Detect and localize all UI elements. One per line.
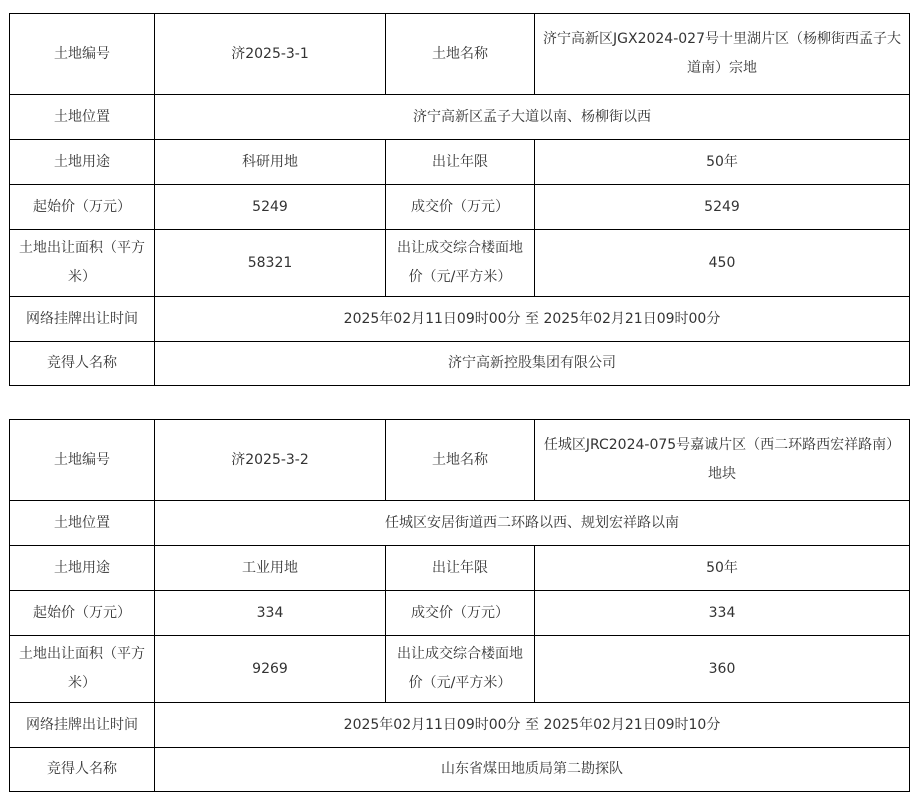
table-row — [10, 748, 910, 792]
land-name-value: 任城区JRC2024-075号嘉诚片区（西二环路西宏祥路南）地块 — [535, 420, 910, 501]
table-row — [10, 636, 910, 703]
floor-price-value: 360 — [535, 636, 910, 703]
land-use-label: 土地用途 — [10, 140, 155, 185]
land-name-value: 济宁高新区JGX2024-027号十里湖片区（杨柳街西孟子大道南）宗地 — [535, 14, 910, 95]
land-info-table-1 — [9, 13, 910, 386]
term-value: 50年 — [535, 546, 910, 591]
table-row — [10, 230, 910, 297]
table-row — [10, 297, 910, 342]
floor-price-label: 出让成交综合楼面地价（元/平方米） — [386, 636, 535, 703]
land-name-label: 土地名称 — [386, 420, 535, 501]
table-row — [10, 591, 910, 636]
table-row — [10, 185, 910, 230]
term-value: 50年 — [535, 140, 910, 185]
land-code-label: 土地编号 — [10, 420, 155, 501]
area-value: 58321 — [155, 230, 386, 297]
location-label: 土地位置 — [10, 95, 155, 140]
table-row — [10, 140, 910, 185]
start-price-label: 起始价（万元） — [10, 185, 155, 230]
table-row — [10, 703, 910, 748]
land-use-label: 土地用途 — [10, 546, 155, 591]
listing-time-value: 2025年02月11日09时00分 至 2025年02月21日09时10分 — [155, 703, 910, 748]
deal-price-value: 334 — [535, 591, 910, 636]
winner-label: 竞得人名称 — [10, 748, 155, 792]
land-info-table-2 — [9, 419, 910, 792]
area-label: 土地出让面积（平方米） — [10, 636, 155, 703]
listing-time-label: 网络挂牌出让时间 — [10, 297, 155, 342]
land-use-value: 科研用地 — [155, 140, 386, 185]
deal-price-label: 成交价（万元） — [386, 591, 535, 636]
floor-price-value: 450 — [535, 230, 910, 297]
start-price-label: 起始价（万元） — [10, 591, 155, 636]
land-code-value: 济2025-3-1 — [155, 14, 386, 95]
location-label: 土地位置 — [10, 501, 155, 546]
listing-time-value: 2025年02月11日09时00分 至 2025年02月21日09时00分 — [155, 297, 910, 342]
table-row — [10, 501, 910, 546]
table-row — [10, 342, 910, 386]
deal-price-label: 成交价（万元） — [386, 185, 535, 230]
table-row — [10, 420, 910, 501]
table-row — [10, 546, 910, 591]
floor-price-label: 出让成交综合楼面地价（元/平方米） — [386, 230, 535, 297]
start-price-value: 5249 — [155, 185, 386, 230]
table-row — [10, 95, 910, 140]
term-label: 出让年限 — [386, 546, 535, 591]
area-value: 9269 — [155, 636, 386, 703]
winner-value: 济宁高新控股集团有限公司 — [155, 342, 910, 386]
winner-value: 山东省煤田地质局第二勘探队 — [155, 748, 910, 792]
deal-price-value: 5249 — [535, 185, 910, 230]
listing-time-label: 网络挂牌出让时间 — [10, 703, 155, 748]
land-code-label: 土地编号 — [10, 14, 155, 95]
land-name-label: 土地名称 — [386, 14, 535, 95]
area-label: 土地出让面积（平方米） — [10, 230, 155, 297]
land-code-value: 济2025-3-2 — [155, 420, 386, 501]
location-value: 济宁高新区孟子大道以南、杨柳街以西 — [155, 95, 910, 140]
winner-label: 竞得人名称 — [10, 342, 155, 386]
land-use-value: 工业用地 — [155, 546, 386, 591]
term-label: 出让年限 — [386, 140, 535, 185]
location-value: 任城区安居街道西二环路以西、规划宏祥路以南 — [155, 501, 910, 546]
table-row — [10, 14, 910, 95]
start-price-value: 334 — [155, 591, 386, 636]
